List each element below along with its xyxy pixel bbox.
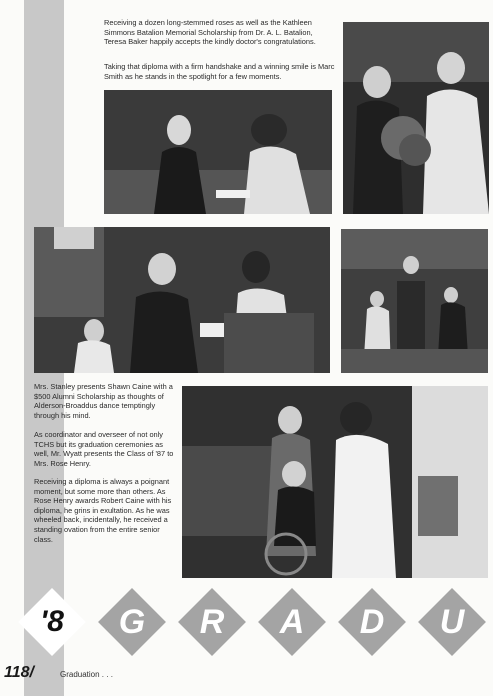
- banner-year: '8: [40, 605, 64, 638]
- section-label: Graduation . . .: [60, 670, 113, 679]
- photo-wheelchair: [182, 386, 488, 578]
- page-number: 118/: [4, 664, 34, 681]
- photo-scholarship: [34, 227, 330, 373]
- banner-letter-g: G: [118, 602, 146, 641]
- caption-roses: Receiving a dozen long-stemmed roses as well as the Kathleen Simmons Batalion Memorial Scholarship from Dr. A. L. Batalion, Teresa Baker happily accepts the kindly doctor's congratulations.: [104, 18, 316, 47]
- photo-podium: [341, 229, 488, 373]
- banner-letter-r: R: [199, 602, 225, 641]
- photo-handshake: [104, 90, 332, 214]
- banner-letter-d: D: [359, 602, 385, 641]
- banner-letter-a: A: [279, 602, 305, 641]
- caption-stanley: Mrs. Stanley presents Shawn Caine with a $500 Alumni Scholarship as thoughts of Alderson-Broaddus dance temptingly through his mind.: [34, 382, 173, 420]
- caption-caine: Receiving a diploma is always a poignant moment, but some more than others. As Rose Henry awards Robert Caine with his diploma, he grins in exultation. As he was wheeled back, incidentally, he received a standing ovation from the entire senior class.: [34, 477, 172, 544]
- banner-letter-u: U: [439, 602, 465, 641]
- photo-roses: [343, 22, 489, 214]
- caption-handshake: Taking that diploma with a firm handshake and a winning smile is Marc Smith as he stands in the spotlight for a few moments.: [104, 62, 335, 81]
- caption-wyatt: As coordinator and overseer of not only TCHS but its graduation ceremonies as well, Mr. Wyatt presents the Class of '87 to Mrs. Rose Henry.: [34, 430, 174, 468]
